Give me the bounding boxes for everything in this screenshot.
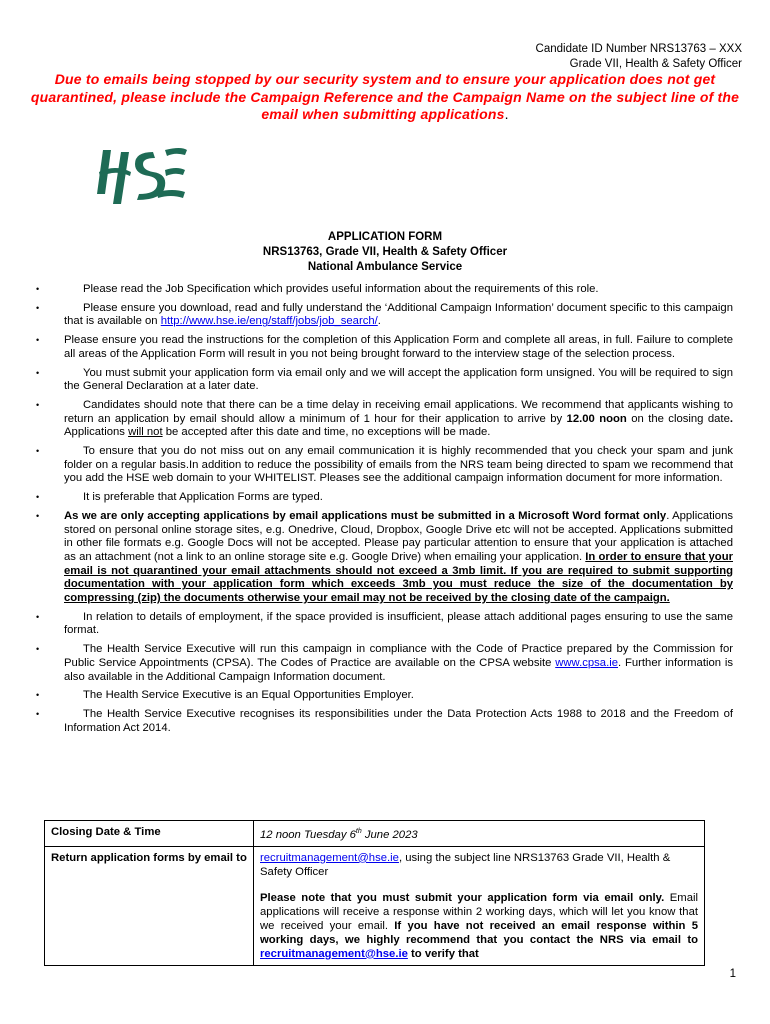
list-item [36, 611, 733, 638]
bullet-icon: • [36, 399, 40, 410]
hse-logo [95, 142, 187, 208]
list-item-text: Please ensure you download, read and fully understand the ‘Additional Campaign Information’ document specific to this campaign that is available on [64, 301, 733, 328]
verify-note: to verify that [407, 947, 479, 960]
list-item-text: The Health Service Executive recognises its responsibilities under the Data Protection Acts 1988 to 2018 and the Freedom of Information Act 2014. [64, 707, 733, 734]
attachment-limit-warning: In order to ensure that your email is not quarantined your email attachments should not exceed a 3mb limit. If you are required to submit supporting documentation with your application form which exceeds 3mb you must reduce the size of the documentation by compressing (zip) the documents otherwise your email may not be received by the closing date of the campaign. [64, 550, 733, 605]
list-item [36, 643, 733, 684]
list-item [36, 708, 733, 735]
form-subtitle: NRS13763, Grade VII, Health & Safety Officer [262, 246, 508, 258]
closing-date-label: Closing Date & Time [45, 821, 254, 847]
email-response-note [260, 891, 698, 961]
bullet-icon: • [36, 335, 40, 346]
list-item [36, 509, 734, 606]
closing-date-sup: th [355, 828, 362, 835]
list-item [36, 302, 733, 329]
bullet-icon: • [36, 302, 40, 313]
header-grade: Grade VII, Health & Safety Officer [569, 58, 742, 70]
email-warning-text: Due to emails being stopped by our security system and to ensure your application does not get quarantined, please include the Campaign Reference and the Campaign Name on the subject line of the email when submitting applications [30, 71, 740, 122]
return-forms-label: Return application forms by email to [45, 846, 254, 965]
will-not-underlined: will not [128, 426, 163, 439]
contact-nrs-note: If you have not received an email response within 5 working days, we highly recommend that you contact the NRS via email to [260, 919, 698, 946]
list-item [36, 491, 733, 505]
bullet-icon: • [36, 492, 40, 503]
bullet-icon: • [36, 284, 40, 294]
cpsa-link[interactable]: www.cpsa.ie [555, 656, 619, 669]
list-item-text: Please read the Job Specification which provides useful information about the requirements of this role. [83, 283, 599, 295]
list-item-text: The Health Service Executive is an Equal Opportunities Employer. [83, 689, 414, 702]
bullet-icon: • [36, 644, 40, 655]
list-item-text: In relation to details of employment, if the space provided is insufficient, please attach additional pages ensuring to use the same format. [64, 610, 733, 637]
form-title: APPLICATION FORM [327, 231, 443, 243]
closing-date-text-end: June 2023 [361, 828, 418, 841]
list-item-text: on the closing date [626, 412, 730, 425]
list-item-text: . Applications stored on personal online storage sites, e.g. Onedrive, Cloud, Dropbox, Google Drive etc will not be accepted. Applications submitted in other file formats e.g. Google Docs will not be accepted. Please pay particular attention to ensure that your application is attached as an attachment (not a link to an online storage site e.g. Google Drive) when emailing your application. [64, 509, 734, 563]
list-item [36, 399, 733, 440]
bullet-icon: • [36, 708, 40, 719]
closing-time-bold: 12.00 noon [566, 412, 627, 425]
recruit-email-link[interactable]: recruitmanagement@hse.ie [260, 851, 399, 864]
closing-info-table [44, 820, 705, 966]
word-format-bold: As we are only accepting applications by email applications must be submitted in a Microsoft Word format only [64, 509, 667, 522]
recruit-email-link-2[interactable]: recruitmanagement@hse.ie [260, 947, 408, 960]
job-search-link[interactable]: http://www.hse.ie/eng/staff/jobs/job_search/ [160, 315, 378, 328]
table-row [45, 846, 705, 965]
closing-date-text: 12 noon Tuesday 6 [260, 828, 356, 841]
bullet-icon: • [36, 690, 40, 701]
table-row [45, 821, 705, 847]
email-warning-end: . [504, 106, 509, 122]
response-note-text: Email applications will receive a response within 2 working days, which will let you know that we received your email. [260, 891, 698, 932]
email-only-note: Please note that you must submit your application form via email only. [260, 891, 665, 904]
list-item [36, 689, 733, 703]
list-item [36, 445, 733, 486]
list-item [36, 283, 733, 297]
instructions-list [36, 283, 733, 740]
list-item-text: To ensure that you do not miss out on any email communication it is highly recommended that you check your spam and junk folder on a regular basis.In addition to reduce the possibility of emails from the NRS team being directed to spam we recommend that you add the HSE web domain to your WHITELIST. Pleases see the additional campaign information document for more information. [64, 445, 733, 485]
return-forms-value [254, 846, 705, 965]
bullet-icon: • [36, 367, 40, 378]
bullet-icon: • [36, 611, 40, 622]
bullet-icon: • [36, 446, 40, 457]
list-item-text: be accepted after this date and time, no exceptions will be made. [162, 426, 491, 439]
form-service: National Ambulance Service [307, 261, 463, 273]
closing-date-value [254, 821, 705, 847]
page-number: 1 [729, 968, 736, 980]
list-item-text: . Further information is also available in the Additional Campaign Information document. [64, 656, 733, 683]
list-item-text-end: . [377, 315, 381, 328]
list-item-text: It is preferable that Application Forms are typed. [83, 491, 323, 504]
subject-line-text: , using the subject line NRS13763 Grade VII, Health & Safety Officer [260, 851, 671, 878]
list-item-text: Candidates should note that there can be a time delay in receiving email applications. We recommend that applicants wishing to return an application by email should allow a minimum of 1 hour for their application to arrive by [64, 398, 733, 425]
list-item-text: . [729, 412, 733, 425]
header-candidate-id: Candidate ID Number NRS13763 – XXX [535, 43, 742, 55]
list-item [36, 334, 733, 361]
list-item-text: Please ensure you read the instructions for the completion of this Application Form and complete all areas, in full. Failure to complete all areas of the Application Form will result in you not being brought forward to the interview stage of the selection process. [64, 334, 733, 360]
email-warning [20, 71, 750, 124]
return-email-line [260, 851, 698, 879]
list-item-text: Applications [64, 426, 129, 439]
list-item [36, 367, 733, 394]
list-item-text: The Health Service Executive will run this campaign in compliance with the Code of Practice prepared by the Commission for Public Service Appointments (CPSA). The Codes of Practice are available on the CPSA website [64, 643, 733, 669]
bullet-icon: • [36, 510, 40, 521]
list-item-text: You must submit your application form via email only and we will accept the application form unsigned. You will be required to sign the General Declaration at a later date. [64, 366, 733, 393]
